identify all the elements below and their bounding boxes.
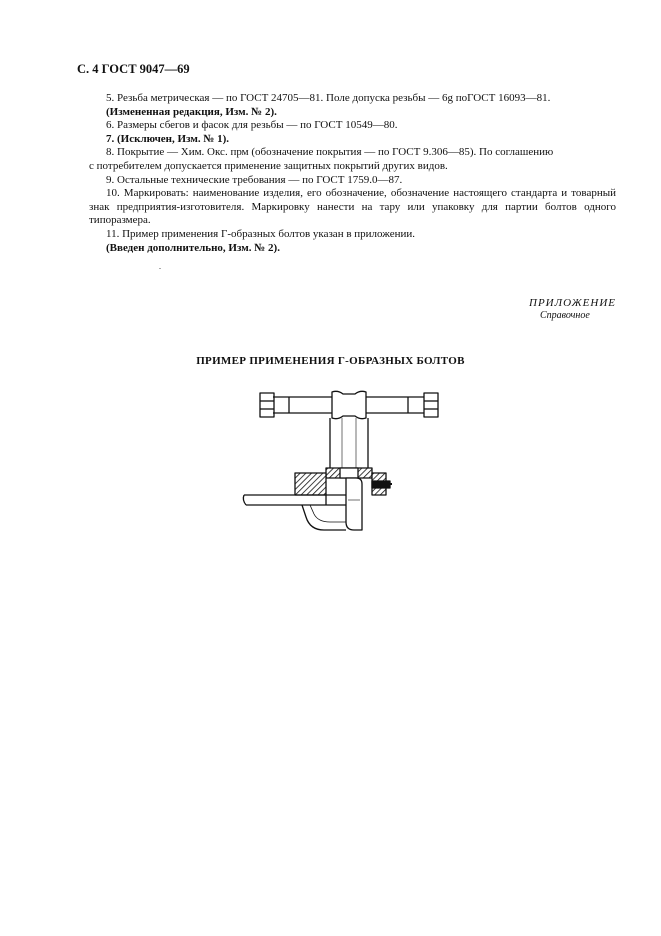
- item-8-continued: с потребителем допускается применение защитных покрытий других видов.: [89, 159, 448, 172]
- figure-title: ПРИМЕР ПРИМЕНЕНИЯ Г-ОБРАЗНЫХ БОЛТОВ: [196, 355, 465, 367]
- amendment-note-item-11: (Введен дополнительно, Изм. № 2).: [106, 241, 280, 254]
- clamp-plate: [295, 473, 326, 495]
- screw-shaft: [330, 418, 368, 468]
- scan-speck: [159, 268, 161, 269]
- l-bolt-assembly-drawing: [240, 380, 450, 540]
- appendix-label: ПРИЛОЖЕНИЕ: [529, 297, 616, 309]
- shaft-nut: [326, 468, 372, 478]
- item-6: 6. Размеры сбегов и фасок для резьбы — по ГОСТ 10549—80.: [106, 119, 398, 132]
- l-bolt: [346, 478, 362, 530]
- item-8: 8. Покрытие — Хим. Окс. прм (обозначение покрытия — по ГОСТ 9.306—85). По соглашению: [106, 146, 554, 159]
- workpiece: [243, 495, 346, 505]
- side-screw: [372, 481, 392, 488]
- bolt-hook: [302, 505, 346, 530]
- item-9: 9. Остальные технические требования — по ГОСТ 1759.0—87.: [106, 173, 403, 186]
- item-10: 10. Маркировать: наименование изделия, его обозначение, обозначение настоящего стандарта и товарный знак предприятия-изготовителя. Маркировку нанести на тару или упаковку для партии болтов одного типоразмера.: [89, 187, 616, 227]
- page-header: С. 4 ГОСТ 9047—69: [77, 62, 190, 76]
- document-body: [89, 92, 616, 255]
- handle-end-nut-right: [424, 393, 438, 417]
- appendix-sublabel: Справочное: [540, 310, 590, 321]
- item-7: 7. (Исключен, Изм. № 1).: [106, 132, 230, 145]
- amendment-note-item-5: (Измененная редакция, Изм. № 2).: [106, 105, 277, 118]
- handle-hub: [332, 391, 366, 418]
- item-5: 5. Резьба метрическая — по ГОСТ 24705—81. Поле допуска резьбы — 6g поГОСТ 16093—81.: [106, 92, 551, 104]
- handle-bar: [273, 397, 424, 413]
- item-11: 11. Пример применения Г-образных болтов указан в приложении.: [106, 227, 416, 240]
- handle-end-nut-left: [260, 393, 274, 417]
